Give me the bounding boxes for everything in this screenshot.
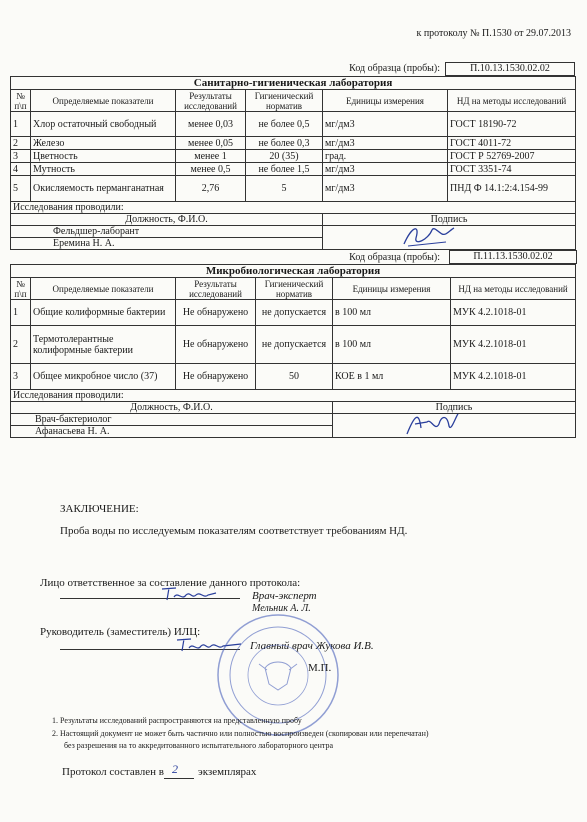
position-header: Должность, Ф.И.О. xyxy=(11,402,333,414)
responsible-name: Мельник А. Л. xyxy=(252,603,311,614)
cell-unit: град. xyxy=(323,150,448,163)
lab-title: Микробиологическая лаборатория xyxy=(11,265,576,278)
cell-unit: мг/дм3 xyxy=(323,163,448,176)
col-result: Результаты исследований xyxy=(176,90,246,112)
staff-position: Фельдшер-лаборант xyxy=(11,226,323,238)
cell-indicator: Цветность xyxy=(31,150,176,163)
cell-unit: в 100 мл xyxy=(333,300,451,326)
responsible-signature xyxy=(160,585,220,603)
signature-header: Подпись xyxy=(323,214,576,226)
staff-signature xyxy=(323,226,576,250)
cell-num: 2 xyxy=(11,137,31,150)
cell-indicator: Железо xyxy=(31,137,176,150)
staff-name: Еремина Н. А. xyxy=(11,238,323,250)
conclusion-heading: ЗАКЛЮЧЕНИЕ: xyxy=(60,503,139,515)
conducted-label: Исследования проводили: xyxy=(11,202,576,214)
col-indicator: Определяемые показатели xyxy=(31,278,176,300)
sample-code-value-1: П.10.13.1530.02.02 xyxy=(445,62,575,76)
cell-num: 1 xyxy=(11,300,31,326)
microbio-lab-table xyxy=(10,264,576,438)
cell-result: менее 1 xyxy=(176,150,246,163)
cell-unit: мг/дм3 xyxy=(323,176,448,202)
cell-num: 3 xyxy=(11,364,31,390)
cell-result: Не обнаружено xyxy=(176,326,256,364)
cell-indicator: Общее микробное число (37) xyxy=(31,364,176,390)
copies-suffix: экземплярах xyxy=(198,766,257,778)
cell-method: ПНД Ф 14.1:2:4.154-99 xyxy=(448,176,576,202)
responsible-position: Врач-эксперт xyxy=(252,590,317,602)
lab-title: Санитарно-гигиеническая лаборатория xyxy=(11,77,576,90)
cell-method: МУК 4.2.1018-01 xyxy=(451,326,576,364)
staff-name: Афанасьева Н. А. xyxy=(11,426,333,438)
cell-indicator: Термотолерантные колиформные бактерии xyxy=(31,326,176,364)
copies-prefix: Протокол составлен в xyxy=(62,766,164,778)
head-position-name: Главный врач Жукова И.В. xyxy=(250,640,374,652)
sample-code-label-2: Код образца (пробы): xyxy=(349,252,440,263)
cell-norm: не более 0,5 xyxy=(246,112,323,137)
cell-result: менее 0,5 xyxy=(176,163,246,176)
note-2: 2. Настоящий документ не может быть частично или полностью воспроизведен (скопирован или перепечатан) xyxy=(52,729,429,738)
cell-result: Не обнаружено xyxy=(176,364,256,390)
cell-method: МУК 4.2.1018-01 xyxy=(451,364,576,390)
col-result: Результаты исследований xyxy=(176,278,256,300)
cell-num: 5 xyxy=(11,176,31,202)
head-label: Руководитель (заместитель) ИЛЦ: xyxy=(40,626,201,638)
cell-method: ГОСТ Р 52769-2007 xyxy=(448,150,576,163)
signature-mark xyxy=(403,414,463,438)
table-row xyxy=(11,176,576,202)
col-norm: Гигиенический норматив xyxy=(246,90,323,112)
cell-norm: 20 (35) xyxy=(246,150,323,163)
protocol-reference: к протоколу № П.1530 от 29.07.2013 xyxy=(416,28,571,39)
table-row xyxy=(11,163,576,176)
table-row xyxy=(11,112,576,137)
cell-unit: в 100 мл xyxy=(333,326,451,364)
cell-method: ГОСТ 3351-74 xyxy=(448,163,576,176)
col-unit: Единицы измерения xyxy=(333,278,451,300)
cell-norm: не более 0,3 xyxy=(246,137,323,150)
note-1: 1. Результаты исследований распространяются на представленную пробу xyxy=(52,716,302,725)
col-method: НД на методы исследований xyxy=(448,90,576,112)
position-header: Должность, Ф.И.О. xyxy=(11,214,323,226)
table-row xyxy=(11,150,576,163)
cell-method: ГОСТ 4011-72 xyxy=(448,137,576,150)
cell-unit: мг/дм3 xyxy=(323,112,448,137)
col-method: НД на методы исследований xyxy=(451,278,576,300)
cell-norm: 50 xyxy=(256,364,333,390)
cell-unit: мг/дм3 xyxy=(323,137,448,150)
table-row xyxy=(11,364,576,390)
cell-result: менее 0,03 xyxy=(176,112,246,137)
signature-header: Подпись xyxy=(333,402,576,414)
col-num: № п\п xyxy=(11,90,31,112)
cell-num: 3 xyxy=(11,150,31,163)
col-norm: Гигиенический норматив xyxy=(256,278,333,300)
staff-position: Врач-бактериолог xyxy=(11,414,333,426)
signature-mark xyxy=(398,226,458,250)
responsible-label: Лицо ответственное за составление данного протокола: xyxy=(40,577,301,589)
cell-result: менее 0,05 xyxy=(176,137,246,150)
table-row xyxy=(11,300,576,326)
col-indicator: Определяемые показатели xyxy=(31,90,176,112)
cell-norm: не более 1,5 xyxy=(246,163,323,176)
cell-method: МУК 4.2.1018-01 xyxy=(451,300,576,326)
sanitary-lab-table xyxy=(10,76,576,250)
stamp-label: М.П. xyxy=(308,662,332,674)
cell-unit: КОЕ в 1 мл xyxy=(333,364,451,390)
col-unit: Единицы измерения xyxy=(323,90,448,112)
cell-norm: 5 xyxy=(246,176,323,202)
cell-method: ГОСТ 18190-72 xyxy=(448,112,576,137)
cell-result: Не обнаружено xyxy=(176,300,256,326)
cell-norm: не допускается xyxy=(256,326,333,364)
cell-num: 1 xyxy=(11,112,31,137)
table-row xyxy=(11,326,576,364)
cell-result: 2,76 xyxy=(176,176,246,202)
copies-count: 2 xyxy=(172,762,178,776)
cell-num: 4 xyxy=(11,163,31,176)
conclusion-text: Проба воды по исследуемым показателям соответствует требованиям НД. xyxy=(60,525,408,537)
cell-num: 2 xyxy=(11,326,31,364)
table-row xyxy=(11,137,576,150)
copies-count-line xyxy=(164,778,194,779)
conducted-label: Исследования проводили: xyxy=(11,390,576,402)
sample-code-label-1: Код образца (пробы): xyxy=(349,63,440,74)
cell-indicator: Мутность xyxy=(31,163,176,176)
cell-indicator: Общие колиформные бактерии xyxy=(31,300,176,326)
note-2-continued: без разрешения на то аккредитованного испытательного лабораторного центра xyxy=(64,741,334,750)
cell-indicator: Хлор остаточный свободный xyxy=(31,112,176,137)
staff-signature xyxy=(333,414,576,438)
cell-norm: не допускается xyxy=(256,300,333,326)
cell-indicator: Окисляемость перманганатная xyxy=(31,176,176,202)
sample-code-value-2: П.11.13.1530.02.02 xyxy=(449,250,577,264)
col-num: № п\п xyxy=(11,278,31,300)
